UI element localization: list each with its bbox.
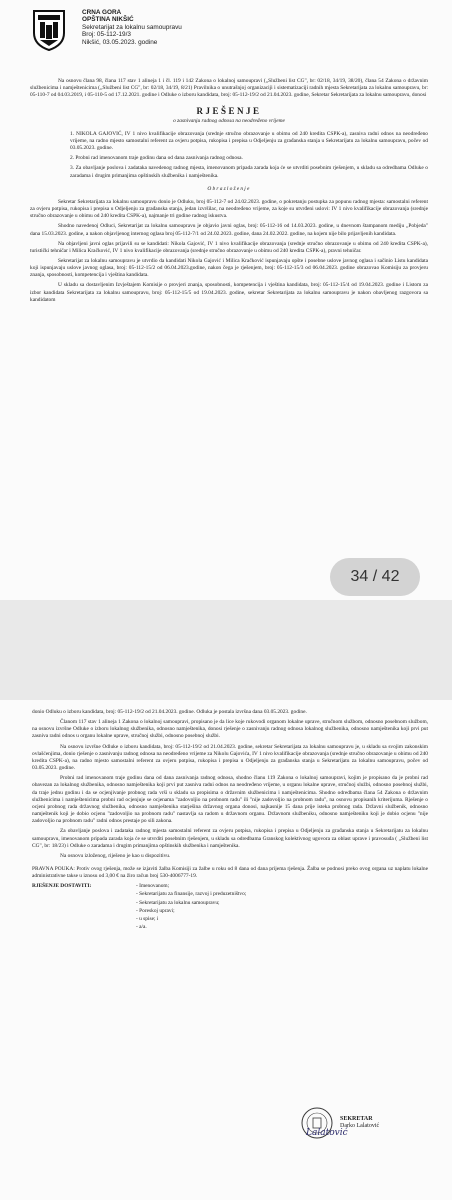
department-name: Sekretarijat za lokalnu samoupravu — [82, 23, 182, 31]
municipality-name: OPŠTINA NIKŠIĆ — [82, 16, 134, 24]
delivery-list — [32, 883, 428, 931]
delivery-recipient: - Imenovanom; — [136, 883, 170, 890]
page-gap — [0, 600, 452, 700]
letterhead — [30, 8, 428, 78]
decision-item-1: 1. NIKOLA GAJOVIĆ, IV 1 nivo kvalifikacije obrazovanja (srednje stručno obrazovanje u obimu od 240 kredita CSPK-a), zasniva radni odnos na neodređeno vrijeme, na radno mjesto samostalni referent za ovjeru potpisa, rukopisa i prepisa u Odjeljenju za građanska stanja u Sekretarijatu za lokalnu samoupravu, počev od 03.05.2023. godine. — [70, 130, 428, 152]
decision-item-2: 2. Probni rad imenovanom traje godinu dana od dana zasnivanja radnog odnosa. — [70, 155, 243, 162]
page-counter-badge: 34 / 42 — [330, 558, 420, 596]
preamble: Na osnovu člana 98, člana 117 stav 1 alineja 1 i čl. 119 i 142 Zakona o lokalnoj samoupravi („Službeni list CG", br: 02/18, 34/19, 38/20), člana 54 Zakona o državnim službenicima i namještenicima („Službeni list CG", br: 02/18, 34/19, 8/21) Pravilnika o unutrašnjoj organizaciji i sistematizaciji radnih mjesta Sekretarijata za lokalnu samoupravu, br: 05-110-7 od 04.03.2019, i 05-110-5 od 17.12.2021. godine i Odluke o izboru kandidata, broj: 05-112-19/2 od 21.04.2023. godine, Sekretar Sekretarijata za lokalnu samoupravu, donosi — [30, 78, 428, 99]
delivery-recipient: - Sekretarijatu za finansije, razvoj i preduzetništvo; — [136, 891, 247, 898]
reasoning-paragraph: Sekretarijat za lokalnu samoupravu je utvrdio da kandidati Nikola Gajović i Milica Kračković ispunjavaju opšte i posebne uslove javnog oglasa i sačinio Listu kandidata koji ispunjavaju uslove javnog oglasa, broj: 05-112-15/2 od 06.04.2023.godine, nakon čega je rješenjem, broj: 05-112-15/3 od 06.04.2023. godine obrazovao Komisiju za provjeru znanja, sposobnosti, kompetencija i vještina kandidata. — [30, 257, 428, 279]
handwritten-signature: Lalatović — [306, 1128, 348, 1138]
reasoning-paragraph: Na objavljeni javni oglas prijavili su se kandidati: Nikola Gajović, IV 1 nivo kvalifikacije obrazovanja (srednje stručno obrazovanje u obimu od 240 kredita CSPK-a), turistički tehničar i Milica Kračković, IV 1 nivo kvalifikacije obrazovanja (srednje stručno obrazovanje u obimu od 240 kredita CSPK-a), pravni tehničar. — [30, 240, 428, 254]
reasoning-paragraph: Sekretar Sekretarijata za lokalnu samoupravu donio je Odluku, broj 05-112-7 od 24.02.2023. godine, o pokretanju postupka za popunu radnog mjesta: samostalni referent za ovjeru potpisa, rukopisa i prepisa u Odjeljenju za građanska stanja, jedan izvršilac, na neodređeno vrijeme, za koje su utvrđeni uslovi: IV 1 nivo kvalifikacije obrazovanja (srednje stručno obrazovanje u obimu od 240 kredita CSPK-a), najmanje tri godine radnog iskustva. — [30, 198, 428, 220]
reasoning-title: Obrazloženje — [207, 185, 251, 192]
document-page-2 — [0, 700, 452, 1200]
decision-subtitle: o zasnivanju radnog odnosa na neodređeno vrijeme — [173, 117, 285, 124]
signatory-name: Darko Lalatović — [340, 1123, 380, 1129]
body-paragraph: Probni rad imenovanom traje godinu dana od dana zasnivanja radnog odnosa, shodno članu 119 Zakona o lokalnoj samoupravi, kojim je propisano da je probni rad obavezan za lokalnog službenika, odnosno namještenika koji prvi put zasniva radni odnos na neodređeno vrijeme, u organu lokalne uprave, stručnoj službi, odnosno posebnoj službi, da traje jednu godinu i da se ocjenjivanje probnog rada vrši u skladu sa propisima o državnim službenicima i namještenicima. Shodno odredbama člana 54 Zakona o državnim službenicima i namještenicima probni rad ocjenjuje se ocjenama "zadovoljio na probnom radu" ili "nije zadovoljio na probnom radu", na osnovu propisanih kriterijuma. Rješenje o ocjeni probnog rada državnog službenika, odnosno namještenika starješina državnog organa donosi, najkasnije 15 dana prije isteka probnog rada. Državni službenik, odnosno namještenik koji je dobio ocjenu "zadovoljio na probnom radu" nastavlja sa radom u državnom organu. Državnom službeniku, odnosno namješteniku koji je dobio ocjenu "nije zadovoljio na probnom radu" radni odnos prestaje po sili zakona. — [32, 775, 428, 825]
letterhead-text — [82, 9, 182, 46]
document-number: Broj: 05-112-19/3 — [82, 31, 131, 39]
delivery-recipient: - a/a. — [136, 924, 147, 931]
decision-title: RJEŠENJE — [196, 106, 262, 117]
delivery-recipient: - Poreskoj upravi; — [136, 907, 175, 914]
body-paragraph: Za obavljanje poslova i zadataka radnog mjesta samostalni referent za ovjeru potpisa, rukopisa i prepisa u Odjeljenju za građanska stanja u Sekretarijatu za lokalnu samoupravu, imenovanom pripada zarada koja će se utvrditi posebnim rješenjem, u skladu sa odredbama Granskog kolektivnog ugovora za oblast uprave i pravosuđa ( „Službeni list CG", br: 18/23) i Odluke o zaradama i drugim primanjima opštinskih službenika i namještenika. — [32, 828, 428, 849]
body-paragraph: Na osnovu izvršne Odluke o izboru kandidata, broj: 05-112-19/2 od 21.04.2023. godine, sekretar Sekretarijata za lokalnu samoupravu je, u skladu sa svojim zakonskim ovlašćenjima, donio rješenje o zasnivanju radnog odnosa na neodređeno vrijeme za Nikolu Gajovića, IV 1 nivo kvalifikacije obrazovanja (srednje stručno obrazovanje u obimu od 240 kredita CSPK-a), na radno mjesto samostalni referent za ovjeru potpisa, rukopisa i prepisa u Odjeljenju za građanska stanja u Sekretarijatu za lokalnu samoupravu, počev od 03.05.2023. godine. — [32, 743, 428, 772]
document-date: Nikšić, 03.05.2023. godine — [82, 38, 158, 46]
municipal-crest-logo — [32, 9, 66, 51]
legal-remedy: PRAVNA POUKA: Protiv ovog rješenja, može se izjaviti žalba Komisiji za žalbe u roku od 8 dana od dana prijema rješenja. Žalba se podnosi preko ovog organa uz naplatu lokalne administrativne takse u iznosu od 3,00 € na žiro račun broj 530-4006777-19. — [32, 865, 428, 880]
country-name: CRNA GORA — [82, 9, 122, 16]
decision-item-3: 3. Za obavljanje poslova i zadataka navedenog radnog mjesta, imenovanom pripada zarada koja će se utvrditi posebnim rješenjem, u skladu sa odredbama Odluke o zaradama i drugim primanjima opštinskih službenika i namještenika. — [70, 165, 428, 179]
delivery-label: RJEŠENJE DOSTAVITI: — [32, 883, 92, 890]
delivery-recipient: - u spise; i — [136, 915, 159, 922]
reasoning-paragraph: U skladu sa dostavljenim Izvještajem Komisije o provjeri znanja, sposobnosti, kompetencija i vještina kandidata, broj: 05-112-15/4 od 19.04.2023. godine i Listom za izbor kandidata Sekretarijata za lokalnu samoupravu, broj: 05-112-15/5 od 19.04.2023. godine, sekretar Sekretarijata za lokalnu samoupravu je nakon obavljenog razgovora sa kandidatom — [30, 282, 428, 303]
signature-block — [300, 1104, 420, 1194]
body-paragraph: Na osnovu izloženog, riješeno je kao u dispozitivu. — [60, 852, 171, 859]
body-paragraph: donio Odluku o izboru kandidata, broj: 05-112-19/2 od 21.04.2023. godine. Odluka je postala izvršna dana 03.05.2023. godine. — [32, 709, 307, 715]
signatory-title: SEKRETAR — [340, 1116, 373, 1122]
reasoning-paragraph: Shodno navedenoj Odluci, Sekretarijat za lokalnu samoupravu je objavio javni oglas, broj: 05-112-16 od 14.03.2023. godine, u dnevnom štampanom mediju „Pobjeda" dana 15.03.2023. godine, a nakon objavljenog internog oglasa broj 05-112-7/1 od 24.02.2023. godine, dana 24.02.2022. godine, na kojem nije bilo prijavljenih kandidata. — [30, 223, 428, 237]
delivery-recipient: - Sekretarijatu za lokalnu samoupravu; — [136, 899, 220, 906]
body-paragraph: Članom 117 stav 1 alineja 1 Zakona o lokalnoj samoupravi, propisano je da lice koje rukovodi organom lokalne uprave, stručnom službom, odnosno posebnom službom, na osnovu izvršne Odluke o izboru lokalnog službenika, odnosno namještenika, donosi rješenje o zasnivanju radnog odnosa lokalnog službenika, odnosno namještenika koji prvi put zasniva radni odnos u organu lokalne uprave, stručnoj službi, odnosno posebnoj službi. — [32, 719, 428, 740]
